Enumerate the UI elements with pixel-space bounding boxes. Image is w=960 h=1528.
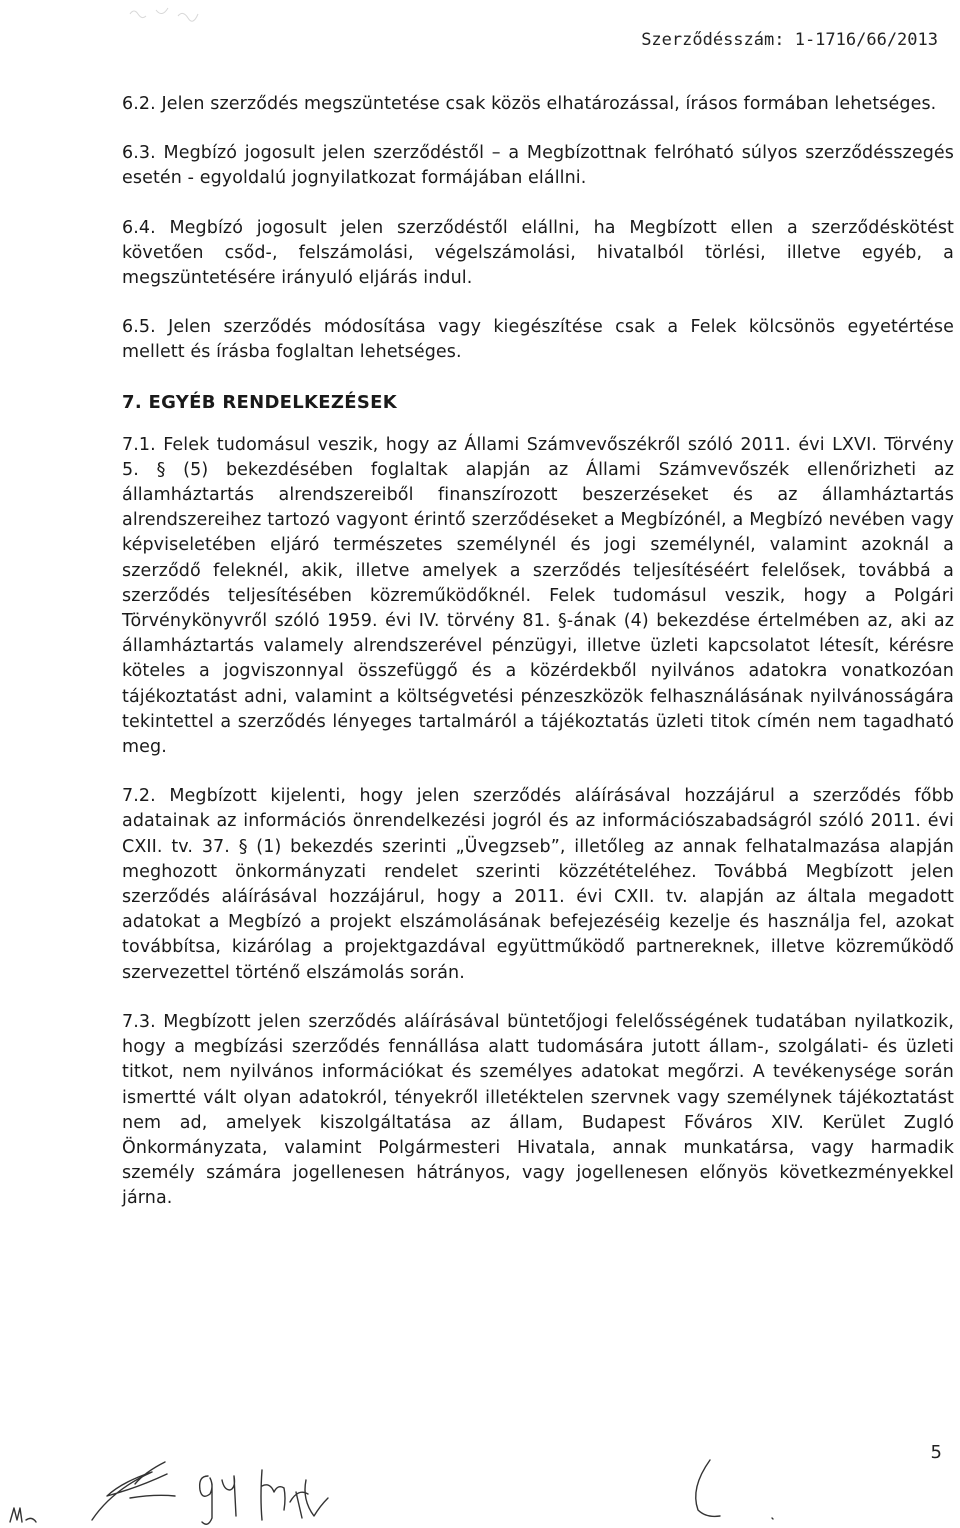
contract-number: Szerződésszám: 1-1716/66/2013 bbox=[641, 30, 938, 50]
page-number: 5 bbox=[930, 1442, 942, 1463]
clause-7-1: 7.1. Felek tudomásul veszik, hogy az Állami Számvevőszékről szóló 2011. évi LXVI. Törvény 5. § (5) bekezdésében foglaltak alapján az Állami Számvevőszék ellenőrizheti az államháztartás alrendszereiből finanszírozott beszerzéseket és az államháztartás alrendszereihez tartozó vagyont érintő szerződéseket a Megbízónél, a Megbízó nevében vagy képviseletében eljáró természetes személynél és jogi személynél, valamint azoknál a szerződő feleknél, akik, illetve amelyek a szerződés teljesítéséért felelősek, továbbá a szerződés teljesítésében közreműködőknél. Felek tudomásul veszik, hogy a Polgári Törvénykönyvről szóló 1959. évi IV. törvény 81. §-ának (4) bekezdése értelmében az, aki az államháztartás valamely alrendszerével pénzügyi, illetve üzleti kapcsolatot létesít, kérésre köteles a jogviszonnyal összefüggő és a közérdekből nyilvános adatokra vonatkozóan tájékoztatást adni, valamint a költségvetési pénzeszközök felhasználásának nyilvánosságára tekintettel a szerződés lényeges tartalmáról a tájékoztatás üzleti titok címén nem tagadható meg. bbox=[122, 434, 954, 758]
signature-initials bbox=[0, 1440, 960, 1528]
handwritten-signature bbox=[10, 1460, 773, 1524]
clause-7-2: 7.2. Megbízott kijelenti, hogy jelen szerződés aláírásával hozzájárul a szerződés főbb adatainak az információs önrendelkezési jogról és az információszabadságról szóló 2011. évi CXII. tv. 37. § (1) bekezdés szerinti „Üvegzseb”, illetőleg az annak felhatalmazása alapján meghozott önkormányzati rendelet szerinti közzétételéhez. Továbbá Megbízott jelen szerződés aláírásával hozzájárul, hogy a 2011. évi CXII. tv. alapján az általa megadott adatokat a Megbízó a projekt elszámolásának befejezéséig kezelje és használja fel, azokat továbbítsa, kizárólag a projektgazdával együttműködő partnereknek, illetve közreműködő szervezettel történő elszámolás során. bbox=[122, 786, 954, 983]
section-7-title: 7. EGYÉB RENDELKEZÉSEK bbox=[122, 391, 397, 413]
clause-6-4: 6.4. Megbízó jogosult jelen szerződéstől elállni, ha Megbízott ellen a szerződéskötést követően csőd-, felszámolási, végelszámolási, hivatalból törlési, illetve egyéb, a megszüntetésére irányuló eljárás indul. bbox=[122, 217, 954, 289]
document-body bbox=[122, 92, 954, 1236]
clause-6-5: 6.5. Jelen szerződés módosítása vagy kiegészítése csak a Felek kölcsönös egyetértése mellett és írásba foglaltan lehetséges. bbox=[122, 317, 954, 363]
scan-artifact bbox=[120, 0, 230, 30]
clause-7-3: 7.3. Megbízott jelen szerződés aláírásával büntetőjogi felelősségének tudatában nyilatkozik, hogy a megbízási szerződés fennállása alatt tudomására jutott állam-, szolgálati- és üzleti titkot, nem nyilvános információkat és személyes adatokat megőrzi. A tevékenysége során ismertté vált olyan adatokról, tényekről illetéktelen szervnek vagy személynek tájékoztatást nem ad, amelyek kiszolgáltatása az állam, Budapest Főváros XIV. Kerület Zugló Önkormányzata, valamint Polgármesteri Hivatala, annak munkatársa, vagy harmadik személy számára jogellenesen hátrányos, vagy jogellenesen előnyös következményekkel járna. bbox=[122, 1011, 954, 1209]
clause-6-3: 6.3. Megbízó jogosult jelen szerződéstől – a Megbízottnak felróható súlyos szerződésszegés esetén - egyoldalú jognyilatkozat formájában elállni. bbox=[122, 143, 954, 189]
clause-6-2: 6.2. Jelen szerződés megszüntetése csak közös elhatározással, írásos formában lehetséges. bbox=[122, 94, 937, 114]
